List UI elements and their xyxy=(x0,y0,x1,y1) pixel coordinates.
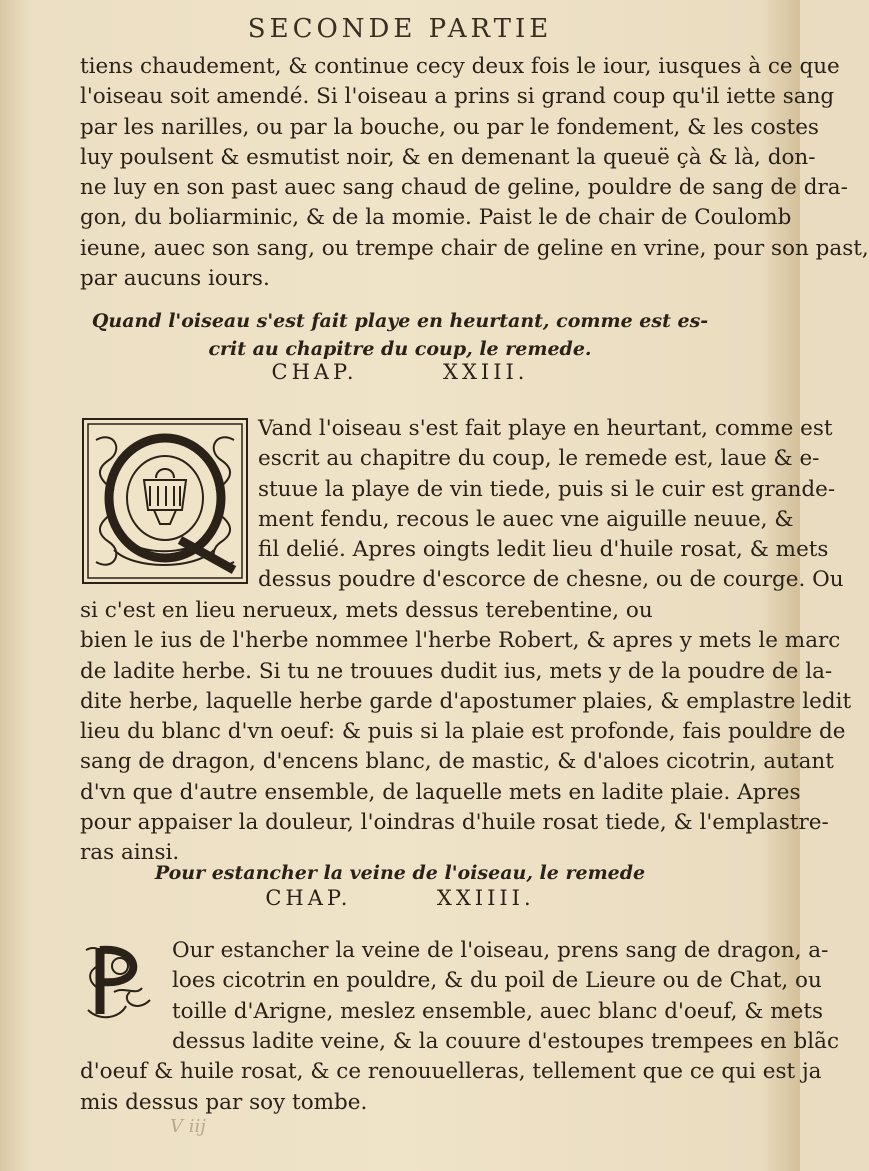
text-line: loes cicotrin en pouldre, & du poil de Lieure ou de Chat, ou xyxy=(172,968,822,994)
running-head: SECONDE PARTIE xyxy=(247,14,553,44)
signature-mark: V iij xyxy=(170,1116,206,1137)
chap-label: CHAP. xyxy=(265,886,352,910)
text-line: si c'est en lieu nerueux, mets dessus terebentine, ou xyxy=(80,598,653,623)
chap-number: XXIIII. xyxy=(436,886,535,910)
chapter-24-title: Pour estancher la veine de l'oiseau, le remede xyxy=(154,862,646,884)
ornament-initial-icon xyxy=(80,940,156,1022)
chap-number: XXIII. xyxy=(443,360,529,384)
text-line: escrit au chapitre du coup, le remede est, laue & e- xyxy=(258,446,820,472)
text-line: de ladite herbe. Si tu ne trouues dudit ius, mets y de la poudre de la- xyxy=(80,658,833,684)
text-line: toille d'Arigne, meslez ensemble, auec blanc d'oeuf, & mets xyxy=(172,998,824,1024)
text-line: par aucuns iours. xyxy=(80,266,270,292)
text-line: ment fendu, recous le auec vne aiguille neuue, & xyxy=(258,506,794,532)
chapter-23-body-full xyxy=(80,596,852,869)
text-line: d'oeuf & huile rosat, & ce renouuelleras, tellement que ce qui est ja xyxy=(80,1059,822,1085)
text-line: dite herbe, laquelle herbe garde d'apostumer plaies, & emplastre ledit xyxy=(80,688,852,714)
text-line: gon, du boliarminic, & de la momie. Paist le de chair de Coulomb xyxy=(80,205,792,231)
decorated-initial-q xyxy=(82,418,248,584)
text-line: l'oiseau soit amendé. Si l'oiseau a prins si grand coup qu'il iette sang xyxy=(80,84,835,110)
text-line: pour appaiser la douleur, l'oindras d'huile rosat tiede, & l'emplastre- xyxy=(80,810,829,836)
chapter-23-title-line-2: crit au chapitre du coup, le remede. xyxy=(208,338,592,360)
text-line: luy poulsent & esmutist noir, & en demenant la queuë çà & là, don- xyxy=(80,144,816,170)
chapter-23-title-line-1: Quand l'oiseau s'est fait playe en heurtant, comme est es- xyxy=(91,310,709,332)
ornament-initial-icon xyxy=(84,420,246,582)
text-line: dessus poudre d'escorce de chesne, ou de courge. Ou xyxy=(258,567,844,593)
text-line: lieu du blanc d'vn oeuf: & puis si la plaie est profonde, fais pouldre de xyxy=(80,719,846,745)
text-line: tiens chaudement, & continue cecy deux fois le iour, iusques à ce que xyxy=(80,54,840,79)
decorated-initial-p xyxy=(80,940,156,1022)
text-line: ne luy en son past auec sang chaud de geline, pouldre de sang de dra- xyxy=(80,175,848,201)
text-line: Our estancher la veine de l'oiseau, prens sang de dragon, a- xyxy=(172,938,829,963)
text-line: stuue la playe de vin tiede, puis si le cuir est grande- xyxy=(258,476,836,502)
text-line: bien le ius de l'herbe nommee l'herbe Robert, & apres y mets le marc xyxy=(80,628,841,654)
text-line: ieune, auec son sang, ou trempe chair de geline en vrine, pour son past, xyxy=(80,235,869,261)
text-line: fil delié. Apres oingts ledit lieu d'huile rosat, & mets xyxy=(258,537,829,563)
chapter-24-body-indented xyxy=(172,936,829,1027)
chapter-24-body-full xyxy=(80,1027,840,1118)
chap-label: CHAP. xyxy=(271,360,358,384)
text-line: d'vn que d'autre ensemble, de laquelle mets en ladite plaie. Apres xyxy=(80,779,801,805)
chapter-23-body-indented xyxy=(258,414,844,596)
text-line: mis dessus par soy tombe. xyxy=(80,1089,368,1115)
text-line: Vand l'oiseau s'est fait playe en heurtant, comme est xyxy=(258,416,833,441)
text-line: sang de dragon, d'encens blanc, de mastic, & d'aloes cicotrin, autant xyxy=(80,749,834,775)
text-line: dessus ladite veine, & la couure d'estoupes trempees en blãc xyxy=(172,1029,840,1054)
paragraph-continuation xyxy=(80,52,869,294)
chapter-24-number-line xyxy=(0,886,800,910)
chapter-23-number-line xyxy=(0,360,800,384)
text-line: ras ainsi. xyxy=(80,840,180,866)
text-line: par les narilles, ou par la bouche, ou par le fondement, & les costes xyxy=(80,114,819,140)
